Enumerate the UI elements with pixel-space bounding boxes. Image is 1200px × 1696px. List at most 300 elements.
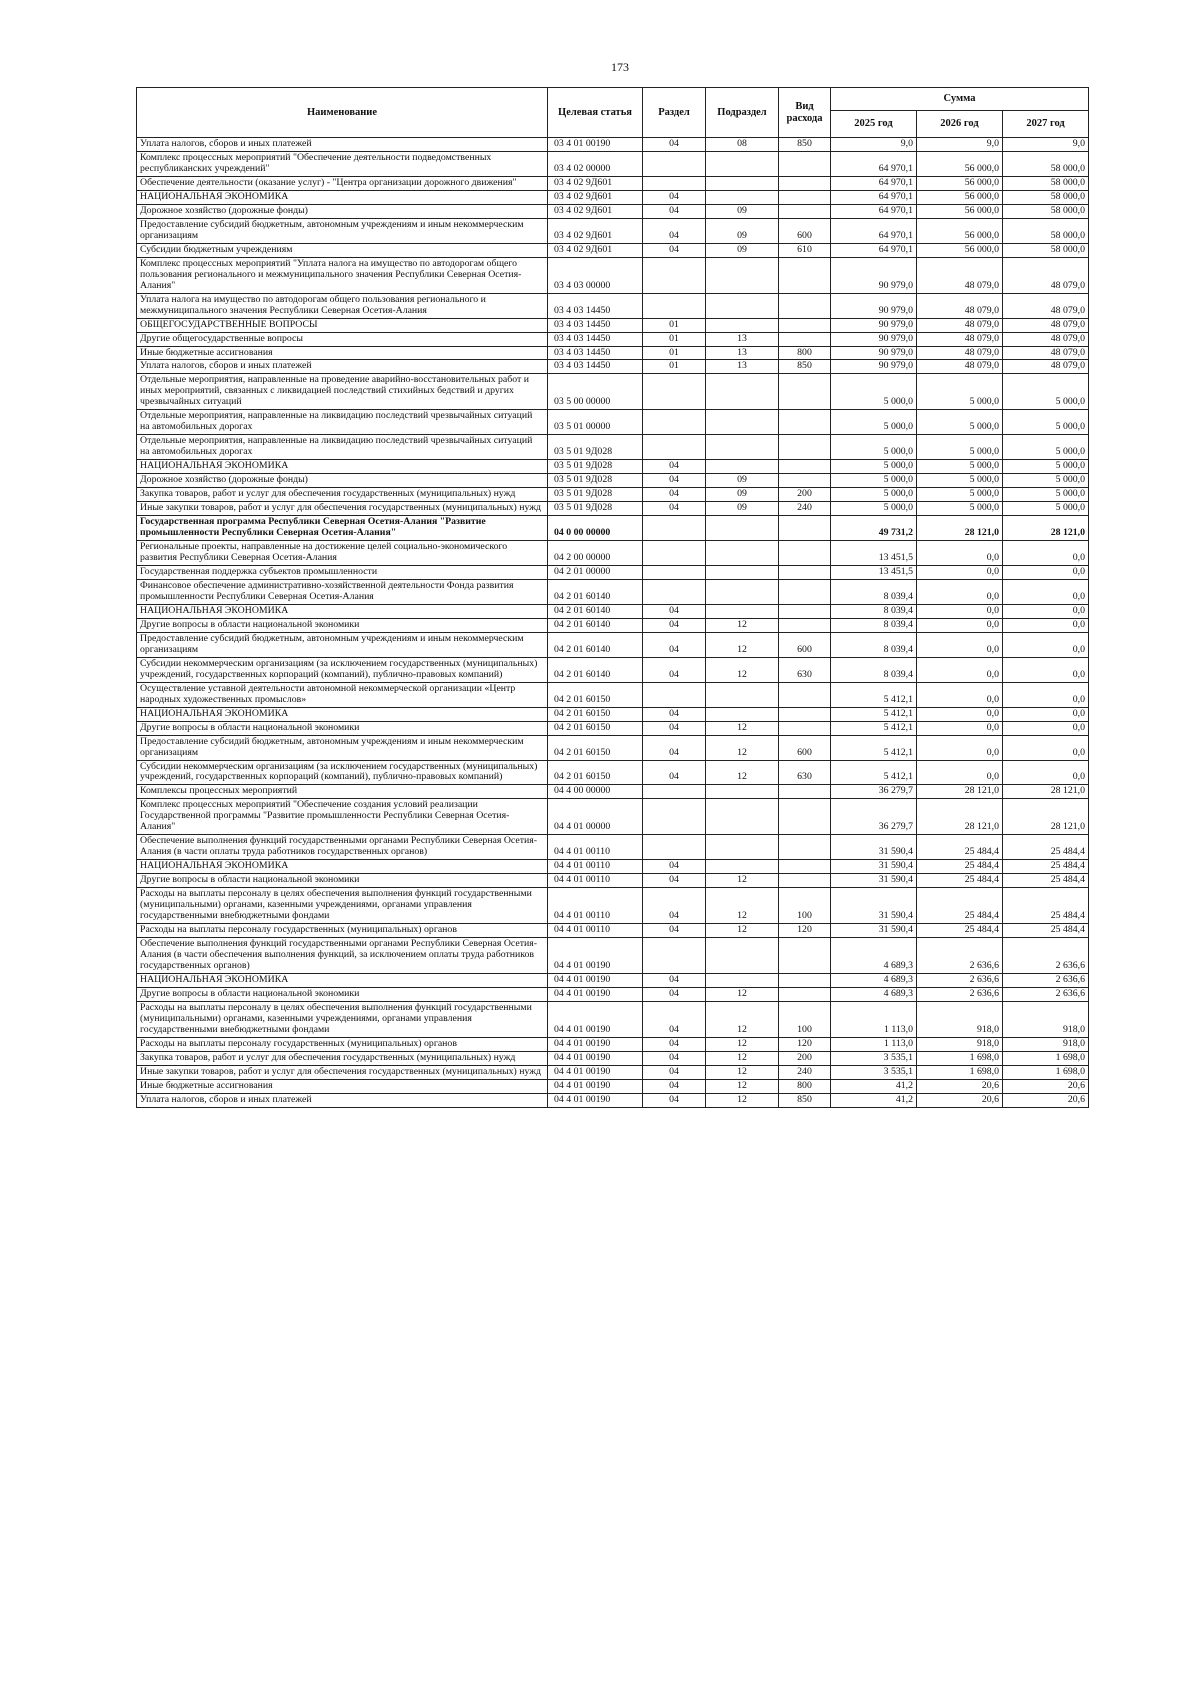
cell-target: 03 4 03 14450	[548, 360, 643, 374]
cell-name: Иные бюджетные ассигнования	[137, 1079, 548, 1093]
cell-name: НАЦИОНАЛЬНАЯ ЭКОНОМИКА	[137, 973, 548, 987]
cell-name: Иные бюджетные ассигнования	[137, 346, 548, 360]
cell-2025: 1 113,0	[831, 1001, 917, 1037]
cell-target: 04 2 01 60150	[548, 721, 643, 735]
cell-expense-type	[779, 682, 831, 707]
cell-subsection	[706, 541, 779, 566]
cell-target: 04 4 01 00190	[548, 1037, 643, 1051]
table-row	[137, 707, 1089, 721]
cell-2027: 9,0	[1003, 138, 1089, 152]
cell-expense-type	[779, 987, 831, 1001]
cell-expense-type	[779, 707, 831, 721]
cell-2027: 0,0	[1003, 721, 1089, 735]
cell-name: Другие вопросы в области национальной экономики	[137, 618, 548, 632]
cell-name: Другие вопросы в области национальной экономики	[137, 987, 548, 1001]
cell-expense-type	[779, 860, 831, 874]
cell-2026: 1 698,0	[917, 1065, 1003, 1079]
cell-expense-type: 200	[779, 1051, 831, 1065]
cell-2026: 25 484,4	[917, 924, 1003, 938]
cell-subsection	[706, 190, 779, 204]
cell-2025: 31 590,4	[831, 835, 917, 860]
table-row	[137, 657, 1089, 682]
cell-name: Комплекс процессных мероприятий "Обеспечение создания условий реализации Государственной программы "Развитие промышленности Республики Северная Осетия-Алания"	[137, 799, 548, 835]
cell-2025: 90 979,0	[831, 293, 917, 318]
page-number: 173	[611, 60, 629, 74]
table-row	[137, 799, 1089, 835]
cell-expense-type	[779, 604, 831, 618]
table-row	[137, 176, 1089, 190]
cell-2026: 0,0	[917, 632, 1003, 657]
cell-expense-type	[779, 176, 831, 190]
cell-section: 04	[643, 874, 706, 888]
cell-2027: 0,0	[1003, 760, 1089, 785]
table-row	[137, 488, 1089, 502]
cell-2027: 58 000,0	[1003, 218, 1089, 243]
cell-expense-type	[779, 618, 831, 632]
cell-expense-type: 120	[779, 1037, 831, 1051]
cell-2027: 58 000,0	[1003, 151, 1089, 176]
cell-section: 04	[643, 474, 706, 488]
table-row	[137, 374, 1089, 410]
cell-expense-type	[779, 973, 831, 987]
cell-section: 01	[643, 360, 706, 374]
cell-2026: 0,0	[917, 707, 1003, 721]
cell-section: 04	[643, 604, 706, 618]
cell-section: 04	[643, 138, 706, 152]
cell-section: 04	[643, 987, 706, 1001]
cell-2025: 64 970,1	[831, 151, 917, 176]
cell-name: Финансовое обеспечение административно-хозяйственной деятельности Фонда развития промышленности Республики Северная Осетия-Алания	[137, 579, 548, 604]
cell-2027: 48 079,0	[1003, 293, 1089, 318]
header-subsection: Подраздел	[706, 88, 779, 138]
cell-target: 04 0 00 00000	[548, 516, 643, 541]
cell-target: 04 4 01 00190	[548, 1001, 643, 1037]
cell-subsection: 12	[706, 618, 779, 632]
table-row	[137, 218, 1089, 243]
cell-2025: 90 979,0	[831, 346, 917, 360]
cell-target: 04 4 01 00190	[548, 973, 643, 987]
cell-2025: 90 979,0	[831, 318, 917, 332]
cell-subsection	[706, 410, 779, 435]
cell-2026: 5 000,0	[917, 502, 1003, 516]
cell-2027: 20,6	[1003, 1079, 1089, 1093]
cell-expense-type: 120	[779, 924, 831, 938]
cell-target: 04 4 01 00190	[548, 1079, 643, 1093]
cell-2027: 0,0	[1003, 735, 1089, 760]
cell-name: Региональные проекты, направленные на достижение целей социально-экономического развития Республики Северная Осетия-Алания	[137, 541, 548, 566]
header-2026: 2026 год	[917, 111, 1003, 138]
cell-section	[643, 257, 706, 293]
cell-2025: 4 689,3	[831, 987, 917, 1001]
cell-expense-type: 850	[779, 360, 831, 374]
cell-name: Уплата налога на имущество по автодорогам общего пользования регионального и межмуниципального значения Республики Северная Осетия-Алания	[137, 293, 548, 318]
table-body	[137, 138, 1089, 1108]
cell-2026: 20,6	[917, 1093, 1003, 1107]
cell-target: 04 4 01 00000	[548, 799, 643, 835]
cell-subsection: 08	[706, 138, 779, 152]
cell-target: 04 4 01 00110	[548, 835, 643, 860]
cell-subsection: 12	[706, 657, 779, 682]
table-row	[137, 1093, 1089, 1107]
cell-name: Отдельные мероприятия, направленные на ликвидацию последствий чрезвычайных ситуаций на автомобильных дорогах	[137, 435, 548, 460]
table-row	[137, 360, 1089, 374]
cell-subsection	[706, 682, 779, 707]
cell-2026: 0,0	[917, 735, 1003, 760]
cell-target: 04 2 01 60140	[548, 579, 643, 604]
table-row	[137, 541, 1089, 566]
cell-section	[643, 938, 706, 974]
cell-2025: 13 451,5	[831, 541, 917, 566]
cell-section	[643, 176, 706, 190]
header-2025: 2025 год	[831, 111, 917, 138]
cell-section: 04	[643, 860, 706, 874]
table-row	[137, 516, 1089, 541]
table-row	[137, 243, 1089, 257]
cell-subsection: 09	[706, 204, 779, 218]
cell-name: Уплата налогов, сборов и иных платежей	[137, 1093, 548, 1107]
cell-2027: 0,0	[1003, 604, 1089, 618]
cell-2026: 56 000,0	[917, 176, 1003, 190]
cell-2026: 48 079,0	[917, 346, 1003, 360]
cell-expense-type: 600	[779, 218, 831, 243]
cell-section: 04	[643, 243, 706, 257]
cell-2027: 5 000,0	[1003, 488, 1089, 502]
cell-subsection: 12	[706, 1093, 779, 1107]
cell-section	[643, 151, 706, 176]
cell-2026: 0,0	[917, 579, 1003, 604]
cell-section: 04	[643, 888, 706, 924]
table-row	[137, 760, 1089, 785]
cell-target: 03 4 03 14450	[548, 318, 643, 332]
cell-expense-type	[779, 190, 831, 204]
cell-section	[643, 785, 706, 799]
cell-target: 04 4 01 00190	[548, 1065, 643, 1079]
cell-subsection: 12	[706, 924, 779, 938]
cell-target: 04 2 01 60140	[548, 632, 643, 657]
cell-section: 04	[643, 618, 706, 632]
cell-2027: 20,6	[1003, 1093, 1089, 1107]
cell-target: 04 4 01 00110	[548, 874, 643, 888]
cell-name: Государственная поддержка субъектов промышленности	[137, 565, 548, 579]
cell-name: Комплекс процессных мероприятий "Уплата налога на имущество по автодорогам общего пользования регионального и межмуниципального значения Республики Северная Осетия-Алания"	[137, 257, 548, 293]
cell-section	[643, 516, 706, 541]
cell-subsection: 12	[706, 1079, 779, 1093]
cell-2027: 58 000,0	[1003, 243, 1089, 257]
cell-subsection	[706, 374, 779, 410]
table-row	[137, 785, 1089, 799]
cell-2025: 13 451,5	[831, 565, 917, 579]
cell-name: Отдельные мероприятия, направленные на проведение аварийно-восстановительных работ и иных мероприятий, связанных с ликвидацией последствий стихийных бедствий и других чрезвычайных ситуаций	[137, 374, 548, 410]
cell-target: 03 4 03 14450	[548, 346, 643, 360]
cell-expense-type	[779, 410, 831, 435]
cell-target: 03 4 03 14450	[548, 293, 643, 318]
cell-target: 04 4 01 00190	[548, 1051, 643, 1065]
header-expense-type: Вид расхода	[779, 88, 831, 138]
cell-name: Другие общегосударственные вопросы	[137, 332, 548, 346]
cell-target: 03 5 00 00000	[548, 374, 643, 410]
cell-2025: 5 412,1	[831, 760, 917, 785]
cell-2026: 56 000,0	[917, 190, 1003, 204]
cell-name: Уплата налогов, сборов и иных платежей	[137, 360, 548, 374]
cell-2026: 56 000,0	[917, 204, 1003, 218]
cell-section: 04	[643, 1001, 706, 1037]
cell-expense-type: 100	[779, 888, 831, 924]
cell-2026: 0,0	[917, 682, 1003, 707]
cell-subsection: 12	[706, 721, 779, 735]
cell-2026: 5 000,0	[917, 460, 1003, 474]
cell-target: 04 4 00 00000	[548, 785, 643, 799]
header-name: Наименование	[137, 88, 548, 138]
cell-expense-type	[779, 435, 831, 460]
cell-2027: 0,0	[1003, 618, 1089, 632]
cell-2026: 56 000,0	[917, 218, 1003, 243]
table-row	[137, 318, 1089, 332]
cell-2025: 64 970,1	[831, 190, 917, 204]
cell-expense-type	[779, 785, 831, 799]
cell-target: 03 5 01 9Д028	[548, 502, 643, 516]
cell-2025: 41,2	[831, 1093, 917, 1107]
cell-expense-type: 100	[779, 1001, 831, 1037]
cell-2026: 5 000,0	[917, 410, 1003, 435]
cell-expense-type	[779, 721, 831, 735]
table-row	[137, 1037, 1089, 1051]
cell-subsection	[706, 835, 779, 860]
cell-expense-type	[779, 374, 831, 410]
cell-name: Уплата налогов, сборов и иных платежей	[137, 138, 548, 152]
cell-2025: 41,2	[831, 1079, 917, 1093]
cell-expense-type	[779, 579, 831, 604]
cell-target: 04 2 01 60150	[548, 707, 643, 721]
table-row	[137, 190, 1089, 204]
cell-subsection: 12	[706, 1051, 779, 1065]
table-row	[137, 682, 1089, 707]
cell-target: 04 2 01 60150	[548, 682, 643, 707]
cell-2026: 0,0	[917, 760, 1003, 785]
cell-2027: 2 636,6	[1003, 973, 1089, 987]
cell-expense-type	[779, 332, 831, 346]
cell-name: Другие вопросы в области национальной экономики	[137, 874, 548, 888]
table-row	[137, 293, 1089, 318]
cell-2027: 0,0	[1003, 682, 1089, 707]
cell-2026: 56 000,0	[917, 151, 1003, 176]
table-row	[137, 618, 1089, 632]
cell-subsection	[706, 516, 779, 541]
cell-2026: 1 698,0	[917, 1051, 1003, 1065]
cell-2025: 4 689,3	[831, 973, 917, 987]
cell-section: 04	[643, 1065, 706, 1079]
cell-name: Комплексы процессных мероприятий	[137, 785, 548, 799]
cell-target: 03 4 02 00000	[548, 151, 643, 176]
cell-expense-type: 630	[779, 657, 831, 682]
cell-name: Государственная программа Республики Северная Осетия-Алания "Развитие промышленности Республики Северная Осетия-Алания"	[137, 516, 548, 541]
header-sum: Сумма	[831, 88, 1089, 111]
cell-subsection: 12	[706, 760, 779, 785]
cell-2026: 28 121,0	[917, 785, 1003, 799]
table-row	[137, 938, 1089, 974]
cell-2026: 9,0	[917, 138, 1003, 152]
cell-target: 03 5 01 9Д028	[548, 435, 643, 460]
cell-subsection	[706, 151, 779, 176]
table-row	[137, 1051, 1089, 1065]
table-row	[137, 1065, 1089, 1079]
table-row	[137, 987, 1089, 1001]
cell-section	[643, 541, 706, 566]
cell-2025: 4 689,3	[831, 938, 917, 974]
cell-section: 04	[643, 973, 706, 987]
cell-target: 03 4 03 00000	[548, 257, 643, 293]
cell-target: 04 4 01 00190	[548, 987, 643, 1001]
cell-target: 03 5 01 9Д028	[548, 474, 643, 488]
cell-2025: 31 590,4	[831, 888, 917, 924]
cell-section: 04	[643, 1093, 706, 1107]
cell-section	[643, 835, 706, 860]
cell-2027: 25 484,4	[1003, 924, 1089, 938]
cell-name: ОБЩЕГОСУДАРСТВЕННЫЕ ВОПРОСЫ	[137, 318, 548, 332]
cell-2026: 25 484,4	[917, 860, 1003, 874]
cell-name: Иные закупки товаров, работ и услуг для обеспечения государственных (муниципальных) нужд	[137, 1065, 548, 1079]
cell-2025: 9,0	[831, 138, 917, 152]
cell-expense-type	[779, 293, 831, 318]
cell-name: Предоставление субсидий бюджетным, автономным учреждениям и иным некоммерческим организациям	[137, 218, 548, 243]
table-row	[137, 735, 1089, 760]
cell-subsection: 12	[706, 735, 779, 760]
cell-2027: 48 079,0	[1003, 332, 1089, 346]
cell-section: 01	[643, 346, 706, 360]
cell-subsection: 09	[706, 502, 779, 516]
cell-2025: 5 412,1	[831, 707, 917, 721]
cell-2025: 64 970,1	[831, 176, 917, 190]
table-row	[137, 460, 1089, 474]
cell-2027: 5 000,0	[1003, 502, 1089, 516]
cell-section: 04	[643, 1037, 706, 1051]
cell-section: 04	[643, 1079, 706, 1093]
cell-2027: 0,0	[1003, 565, 1089, 579]
table-row	[137, 257, 1089, 293]
cell-2026: 2 636,6	[917, 973, 1003, 987]
cell-expense-type: 800	[779, 1079, 831, 1093]
cell-target: 03 5 01 9Д028	[548, 488, 643, 502]
cell-2025: 31 590,4	[831, 860, 917, 874]
cell-2027: 5 000,0	[1003, 435, 1089, 460]
cell-2025: 36 279,7	[831, 785, 917, 799]
cell-target: 03 4 03 14450	[548, 332, 643, 346]
cell-name: Отдельные мероприятия, направленные на ликвидацию последствий чрезвычайных ситуаций на автомобильных дорогах	[137, 410, 548, 435]
cell-2026: 2 636,6	[917, 938, 1003, 974]
cell-target: 03 4 02 9Д601	[548, 190, 643, 204]
cell-section	[643, 293, 706, 318]
cell-expense-type: 610	[779, 243, 831, 257]
cell-2025: 31 590,4	[831, 874, 917, 888]
cell-2025: 5 000,0	[831, 488, 917, 502]
cell-section: 04	[643, 657, 706, 682]
table-row	[137, 632, 1089, 657]
cell-target: 04 4 01 00110	[548, 888, 643, 924]
cell-2025: 8 039,4	[831, 618, 917, 632]
cell-2025: 8 039,4	[831, 579, 917, 604]
cell-expense-type	[779, 565, 831, 579]
cell-2027: 58 000,0	[1003, 190, 1089, 204]
cell-subsection	[706, 938, 779, 974]
cell-section: 04	[643, 924, 706, 938]
table-row	[137, 138, 1089, 152]
cell-2027: 918,0	[1003, 1001, 1089, 1037]
cell-subsection	[706, 565, 779, 579]
cell-subsection: 12	[706, 1065, 779, 1079]
cell-expense-type	[779, 151, 831, 176]
cell-subsection	[706, 707, 779, 721]
cell-section: 01	[643, 332, 706, 346]
cell-subsection: 09	[706, 474, 779, 488]
cell-section: 04	[643, 735, 706, 760]
cell-section: 04	[643, 760, 706, 785]
cell-name: Расходы на выплаты персоналу государственных (муниципальных) органов	[137, 924, 548, 938]
table-row	[137, 874, 1089, 888]
cell-name: Расходы на выплаты персоналу в целях обеспечения выполнения функций государственными (муниципальными) органами, казенными учреждениями, органами управления государственными внебюджетными фондами	[137, 1001, 548, 1037]
cell-name: НАЦИОНАЛЬНАЯ ЭКОНОМИКА	[137, 860, 548, 874]
cell-target: 03 4 02 9Д601	[548, 243, 643, 257]
cell-name: НАЦИОНАЛЬНАЯ ЭКОНОМИКА	[137, 190, 548, 204]
cell-expense-type	[779, 541, 831, 566]
cell-name: Предоставление субсидий бюджетным, автономным учреждениям и иным некоммерческим организациям	[137, 735, 548, 760]
cell-target: 03 5 01 00000	[548, 410, 643, 435]
cell-expense-type	[779, 799, 831, 835]
cell-expense-type	[779, 516, 831, 541]
cell-name: Дорожное хозяйство (дорожные фонды)	[137, 474, 548, 488]
cell-subsection	[706, 604, 779, 618]
cell-2025: 49 731,2	[831, 516, 917, 541]
cell-2026: 5 000,0	[917, 435, 1003, 460]
cell-section	[643, 579, 706, 604]
cell-subsection	[706, 973, 779, 987]
cell-section: 04	[643, 707, 706, 721]
cell-expense-type	[779, 835, 831, 860]
cell-subsection: 12	[706, 632, 779, 657]
cell-target: 03 4 02 9Д601	[548, 218, 643, 243]
cell-subsection: 13	[706, 332, 779, 346]
cell-name: Закупка товаров, работ и услуг для обеспечения государственных (муниципальных) нужд	[137, 488, 548, 502]
cell-2027: 25 484,4	[1003, 874, 1089, 888]
cell-section: 04	[643, 721, 706, 735]
table-row	[137, 410, 1089, 435]
cell-subsection: 12	[706, 874, 779, 888]
table-row	[137, 579, 1089, 604]
cell-subsection	[706, 799, 779, 835]
table-row	[137, 474, 1089, 488]
cell-name: Расходы на выплаты персоналу государственных (муниципальных) органов	[137, 1037, 548, 1051]
cell-2026: 0,0	[917, 618, 1003, 632]
cell-target: 04 2 01 60150	[548, 760, 643, 785]
cell-2025: 8 039,4	[831, 632, 917, 657]
cell-2026: 5 000,0	[917, 488, 1003, 502]
cell-subsection	[706, 460, 779, 474]
cell-2025: 5 000,0	[831, 460, 917, 474]
cell-2026: 48 079,0	[917, 318, 1003, 332]
cell-2025: 8 039,4	[831, 657, 917, 682]
cell-expense-type	[779, 874, 831, 888]
cell-2027: 1 698,0	[1003, 1065, 1089, 1079]
cell-name: Субсидии бюджетным учреждениям	[137, 243, 548, 257]
cell-subsection	[706, 579, 779, 604]
cell-2027: 28 121,0	[1003, 516, 1089, 541]
cell-2027: 25 484,4	[1003, 888, 1089, 924]
cell-name: Осуществление уставной деятельности автономной некоммерческой организации «Центр народных художественных промыслов»	[137, 682, 548, 707]
cell-2025: 5 000,0	[831, 374, 917, 410]
cell-2026: 918,0	[917, 1001, 1003, 1037]
cell-2027: 5 000,0	[1003, 374, 1089, 410]
cell-subsection: 09	[706, 243, 779, 257]
cell-2026: 48 079,0	[917, 257, 1003, 293]
cell-2027: 48 079,0	[1003, 360, 1089, 374]
